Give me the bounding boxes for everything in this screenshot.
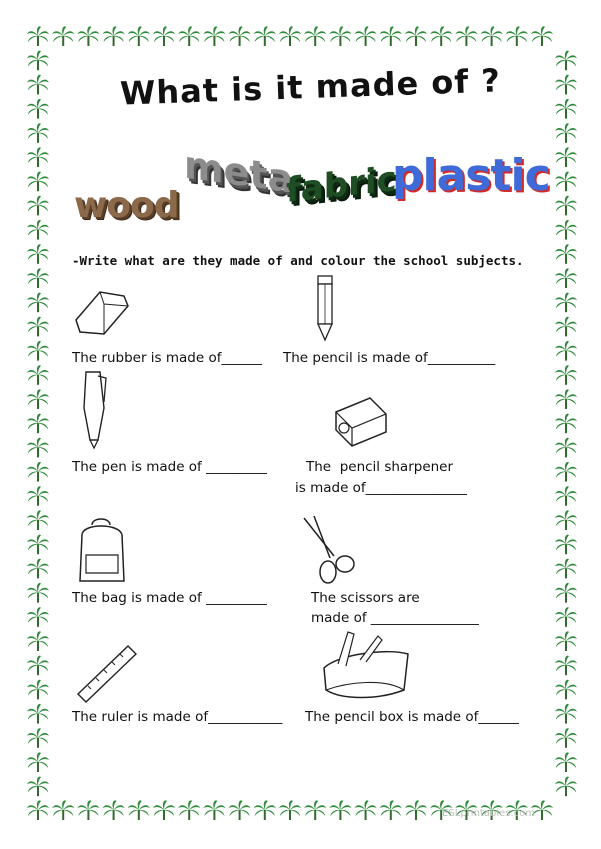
palm-tree-icon	[229, 26, 251, 46]
palm-tree-icon	[128, 26, 150, 46]
palm-tree-icon	[405, 800, 427, 820]
palm-tree-icon	[555, 631, 577, 651]
ruler-icon	[74, 640, 140, 704]
palm-tree-icon	[52, 26, 74, 46]
palm-tree-icon	[27, 317, 49, 337]
palm-tree-icon	[27, 631, 49, 651]
palm-tree-icon	[555, 728, 577, 748]
palm-tree-icon	[27, 99, 49, 119]
palm-tree-icon	[430, 26, 452, 46]
palm-tree-icon	[555, 414, 577, 434]
palm-tree-icon	[555, 389, 577, 409]
material-metal: meta	[184, 142, 294, 202]
palm-tree-icon	[555, 607, 577, 627]
palm-tree-icon	[27, 510, 49, 530]
palm-tree-icon	[27, 438, 49, 458]
palm-tree-icon	[27, 728, 49, 748]
rubber-icon	[70, 282, 130, 342]
palm-tree-icon	[329, 26, 351, 46]
palm-tree-icon	[555, 777, 577, 797]
palm-tree-icon	[555, 244, 577, 264]
palm-tree-icon	[555, 365, 577, 385]
palm-tree-icon	[380, 26, 402, 46]
palm-tree-icon	[555, 341, 577, 361]
item-scissors-line-2: made of ________________	[311, 610, 479, 626]
material-fabric: fabric	[286, 159, 397, 211]
palm-tree-icon	[27, 777, 49, 797]
palm-tree-icon	[555, 147, 577, 167]
item-sharpener-line-2: is made of_______________	[295, 480, 467, 496]
palm-tree-icon	[229, 800, 251, 820]
palm-tree-icon	[555, 172, 577, 192]
palm-tree-icon	[555, 220, 577, 240]
palm-tree-icon	[203, 26, 225, 46]
palm-tree-icon	[153, 26, 175, 46]
palm-tree-icon	[254, 800, 276, 820]
item-scissors-line-1: The scissors are	[311, 590, 420, 606]
palm-tree-icon	[27, 123, 49, 143]
palm-tree-icon	[355, 26, 377, 46]
palm-tree-icon	[27, 704, 49, 724]
palm-tree-icon	[555, 559, 577, 579]
palm-tree-icon	[506, 26, 528, 46]
palm-tree-icon	[555, 510, 577, 530]
palm-tree-icon	[27, 462, 49, 482]
palm-tree-icon	[27, 656, 49, 676]
palm-tree-icon	[555, 268, 577, 288]
palm-tree-icon	[103, 800, 125, 820]
item-ruler-line: The ruler is made of___________	[72, 709, 283, 725]
palm-tree-icon	[304, 26, 326, 46]
item-pencil-box-line: The pencil box is made of______	[305, 709, 519, 725]
palm-tree-icon	[27, 220, 49, 240]
palm-tree-icon	[279, 26, 301, 46]
palm-tree-icon	[555, 486, 577, 506]
palm-tree-icon	[27, 341, 49, 361]
backpack-icon	[74, 515, 130, 587]
palm-tree-icon	[27, 293, 49, 313]
item-pencil-line: The pencil is made of__________	[283, 350, 496, 366]
sharpener-icon	[330, 392, 390, 448]
palm-tree-icon	[279, 800, 301, 820]
palm-tree-icon	[103, 26, 125, 46]
palm-tree-icon	[555, 99, 577, 119]
palm-tree-icon	[178, 26, 200, 46]
palm-tree-icon	[77, 26, 99, 46]
palm-tree-icon	[455, 26, 477, 46]
palm-tree-icon	[27, 196, 49, 216]
palm-tree-icon	[52, 800, 74, 820]
palm-tree-icon	[27, 559, 49, 579]
item-pen-line: The pen is made of _________	[72, 459, 267, 475]
item-rubber-line: The rubber is made of______	[72, 350, 262, 366]
palm-tree-icon	[555, 123, 577, 143]
palm-tree-icon	[27, 172, 49, 192]
palm-tree-icon	[481, 26, 503, 46]
palm-tree-icon	[203, 800, 225, 820]
palm-tree-icon	[27, 680, 49, 700]
palm-tree-icon	[27, 486, 49, 506]
pencil-icon	[313, 272, 337, 342]
palm-tree-icon	[555, 462, 577, 482]
palm-tree-icon	[555, 535, 577, 555]
palm-tree-icon	[27, 26, 49, 46]
palm-tree-icon	[27, 389, 49, 409]
palm-tree-icon	[555, 656, 577, 676]
palm-tree-icon	[27, 414, 49, 434]
palm-tree-icon	[555, 704, 577, 724]
item-sharpener-line-1: The pencil sharpener	[306, 459, 454, 475]
palm-tree-icon	[27, 583, 49, 603]
palm-tree-icon	[27, 607, 49, 627]
palm-tree-icon	[555, 293, 577, 313]
palm-tree-icon	[254, 26, 276, 46]
palm-tree-icon	[27, 244, 49, 264]
palm-tree-icon	[153, 800, 175, 820]
watermark: ESLprintables.com	[442, 808, 535, 819]
material-plastic: plastic	[392, 150, 550, 201]
material-wood: wood	[74, 185, 179, 226]
palm-tree-icon	[380, 800, 402, 820]
palm-tree-icon	[531, 26, 553, 46]
palm-tree-icon	[27, 51, 49, 71]
palm-tree-icon	[405, 26, 427, 46]
palm-tree-icon	[555, 680, 577, 700]
palm-tree-icon	[555, 51, 577, 71]
palm-tree-icon	[555, 752, 577, 772]
palm-tree-icon	[27, 800, 49, 820]
palm-tree-icon	[355, 800, 377, 820]
palm-tree-icon	[304, 800, 326, 820]
palm-tree-icon	[555, 75, 577, 95]
palm-tree-icon	[27, 535, 49, 555]
pencil-box-icon	[318, 624, 414, 704]
palm-tree-icon	[27, 268, 49, 288]
palm-tree-icon	[555, 317, 577, 337]
palm-tree-icon	[27, 365, 49, 385]
palm-tree-icon	[329, 800, 351, 820]
instruction-text: -Write what are they made of and colour the school subjects.	[72, 253, 524, 268]
palm-tree-icon	[555, 583, 577, 603]
palm-tree-icon	[27, 752, 49, 772]
worksheet-title: What is it made of ?	[119, 61, 502, 113]
palm-tree-icon	[27, 147, 49, 167]
palm-tree-icon	[77, 800, 99, 820]
palm-tree-icon	[555, 438, 577, 458]
palm-tree-icon	[178, 800, 200, 820]
pen-icon	[74, 368, 114, 450]
palm-tree-icon	[128, 800, 150, 820]
item-bag-line: The bag is made of _________	[72, 590, 267, 606]
scissors-icon	[300, 514, 360, 586]
palm-tree-icon	[555, 196, 577, 216]
palm-tree-icon	[27, 75, 49, 95]
